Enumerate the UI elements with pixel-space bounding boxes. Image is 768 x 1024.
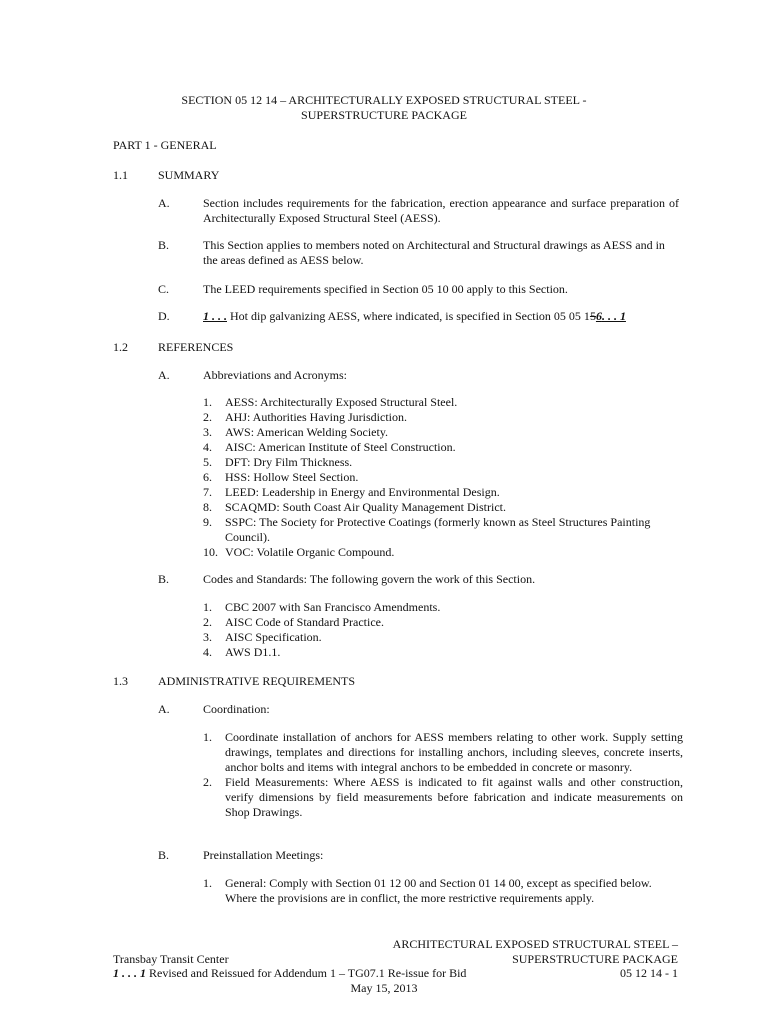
paragraph-label: D. bbox=[158, 309, 170, 323]
meetings-list bbox=[203, 876, 683, 906]
section-title: SECTION 05 12 14 – ARCHITECTURALLY EXPOSED STRUCTURAL STEEL - bbox=[181, 93, 587, 107]
footer-package: SUPERSTRUCTURE PACKAGE bbox=[512, 952, 678, 966]
paragraph-text: Coordination: bbox=[203, 702, 270, 716]
paragraph-label: A. bbox=[158, 702, 170, 716]
list-text: SCAQMD: South Coast Air Quality Management District. bbox=[225, 500, 506, 514]
list-text: SSPC: The Society for Protective Coatings (formerly known as Steel Structures Painting Council). bbox=[225, 515, 651, 544]
list-text: AISC: American Institute of Steel Construction. bbox=[225, 440, 456, 454]
list-number: 2. bbox=[203, 775, 212, 789]
list-number: 4. bbox=[203, 440, 212, 454]
list-text: HSS: Hollow Steel Section. bbox=[225, 470, 359, 484]
paragraph-text: Preinstallation Meetings: bbox=[203, 848, 324, 862]
coordination-list bbox=[203, 730, 683, 820]
paragraph-label: A. bbox=[158, 368, 170, 382]
list-number: 4. bbox=[203, 645, 212, 659]
list-number: 1. bbox=[203, 395, 212, 409]
list-item bbox=[203, 515, 683, 545]
list-item bbox=[203, 470, 683, 485]
list-text: CBC 2007 with San Francisco Amendments. bbox=[225, 600, 441, 614]
paragraph-text: Abbreviations and Acronyms: bbox=[203, 368, 347, 382]
list-number: 7. bbox=[203, 485, 212, 499]
footer-project: Transbay Transit Center bbox=[113, 952, 229, 966]
paragraph-text: Codes and Standards: The following govern the work of this Section. bbox=[203, 572, 536, 586]
footer-date: May 15, 2013 bbox=[350, 981, 418, 995]
inserted-text: 6 bbox=[595, 309, 602, 323]
list-number: 1. bbox=[203, 876, 212, 890]
paragraph-label: B. bbox=[158, 572, 170, 586]
article-number: 1.2 bbox=[113, 340, 128, 354]
list-text: AISC Code of Standard Practice. bbox=[225, 615, 384, 629]
codes-list bbox=[203, 600, 683, 660]
list-item bbox=[203, 730, 683, 775]
list-number: 3. bbox=[203, 630, 212, 644]
list-number: 8. bbox=[203, 500, 212, 514]
list-item bbox=[203, 775, 683, 820]
list-number: 2. bbox=[203, 615, 212, 629]
list-item bbox=[203, 500, 683, 515]
paragraph-text: Hot dip galvanizing AESS, where indicated, is specified in Section 05 05 1 bbox=[227, 309, 590, 323]
list-text: LEED: Leadership in Energy and Environmental Design. bbox=[225, 485, 500, 499]
deleted-text: 5 bbox=[589, 309, 596, 323]
list-number: 9. bbox=[203, 515, 212, 529]
revision-mark-close: . . . 1 bbox=[601, 309, 626, 323]
list-item bbox=[203, 440, 683, 455]
abbreviations-list bbox=[203, 395, 683, 560]
paragraph-label: A. bbox=[158, 196, 170, 210]
article-title: REFERENCES bbox=[158, 340, 234, 354]
article-title: ADMINISTRATIVE REQUIREMENTS bbox=[158, 674, 355, 688]
list-item bbox=[203, 645, 683, 660]
footer-revision bbox=[113, 966, 466, 980]
list-number: 5. bbox=[203, 455, 212, 469]
list-item bbox=[203, 485, 683, 500]
paragraph-label: B. bbox=[158, 238, 170, 252]
list-item bbox=[203, 545, 683, 560]
paragraph-text: The LEED requirements specified in Section 05 10 00 apply to this Section. bbox=[203, 282, 568, 296]
list-text: AWS D1.1. bbox=[225, 645, 281, 659]
list-text: Coordinate installation of anchors for AESS members relating to other work. Supply setting drawings, templates and directions for installing anchors, including sleeves, concrete inserts, anchor bolts and items with integral anchors to be embedded in concrete or masonry. bbox=[225, 730, 683, 774]
list-text: DFT: Dry Film Thickness. bbox=[225, 455, 353, 469]
article-number: 1.1 bbox=[113, 168, 128, 182]
list-number: 2. bbox=[203, 410, 212, 424]
list-number: 6. bbox=[203, 470, 212, 484]
list-item bbox=[203, 600, 683, 615]
list-item bbox=[203, 615, 683, 630]
page-number: 05 12 14 - 1 bbox=[620, 966, 678, 980]
list-text: Field Measurements: Where AESS is indicated to fit against walls and other construction, verify dimensions by field measurements before fabrication and indicate measurements on Shop Drawings. bbox=[225, 775, 683, 819]
footer-revision-text: Revised and Reissued for Addendum 1 – TG07.1 Re-issue for Bid bbox=[146, 966, 467, 980]
revision-mark: 1 . . . 1 bbox=[113, 966, 146, 980]
list-item bbox=[203, 455, 683, 470]
footer-section-title: ARCHITECTURAL EXPOSED STRUCTURAL STEEL – bbox=[392, 937, 678, 951]
section-subtitle: SUPERSTRUCTURE PACKAGE bbox=[301, 108, 467, 122]
paragraph-text: Section includes requirements for the fabrication, erection appearance and surface preparation of Architecturally Exposed Structural Steel (AESS). bbox=[203, 196, 679, 225]
list-text: VOC: Volatile Organic Compound. bbox=[225, 545, 395, 559]
part-heading: PART 1 - GENERAL bbox=[113, 138, 217, 152]
article-number: 1.3 bbox=[113, 674, 128, 688]
list-text: AWS: American Welding Society. bbox=[225, 425, 389, 439]
list-number: 1. bbox=[203, 730, 212, 744]
list-text: General: Comply with Section 01 12 00 and Section 01 14 00, except as specified below. Where the provisions are in conflict, the more restrictive requirements apply. bbox=[225, 876, 652, 905]
list-item bbox=[203, 395, 683, 410]
paragraph-revised bbox=[203, 309, 626, 324]
paragraph-label: B. bbox=[158, 848, 170, 862]
paragraph-text: This Section applies to members noted on Architectural and Structural drawings as AESS and in the areas defined as AESS below. bbox=[203, 238, 665, 267]
list-text: AISC Specification. bbox=[225, 630, 322, 644]
revision-mark-open: 1 . . . bbox=[203, 309, 227, 323]
list-number: 3. bbox=[203, 425, 212, 439]
list-text: AESS: Architecturally Exposed Structural Steel. bbox=[225, 395, 458, 409]
article-title: SUMMARY bbox=[158, 168, 220, 182]
list-item bbox=[203, 876, 683, 906]
list-text: AHJ: Authorities Having Jurisdiction. bbox=[225, 410, 407, 424]
list-item bbox=[203, 425, 683, 440]
list-number: 1. bbox=[203, 600, 212, 614]
paragraph-label: C. bbox=[158, 282, 170, 296]
list-number: 10. bbox=[203, 545, 218, 559]
list-item bbox=[203, 630, 683, 645]
list-item bbox=[203, 410, 683, 425]
